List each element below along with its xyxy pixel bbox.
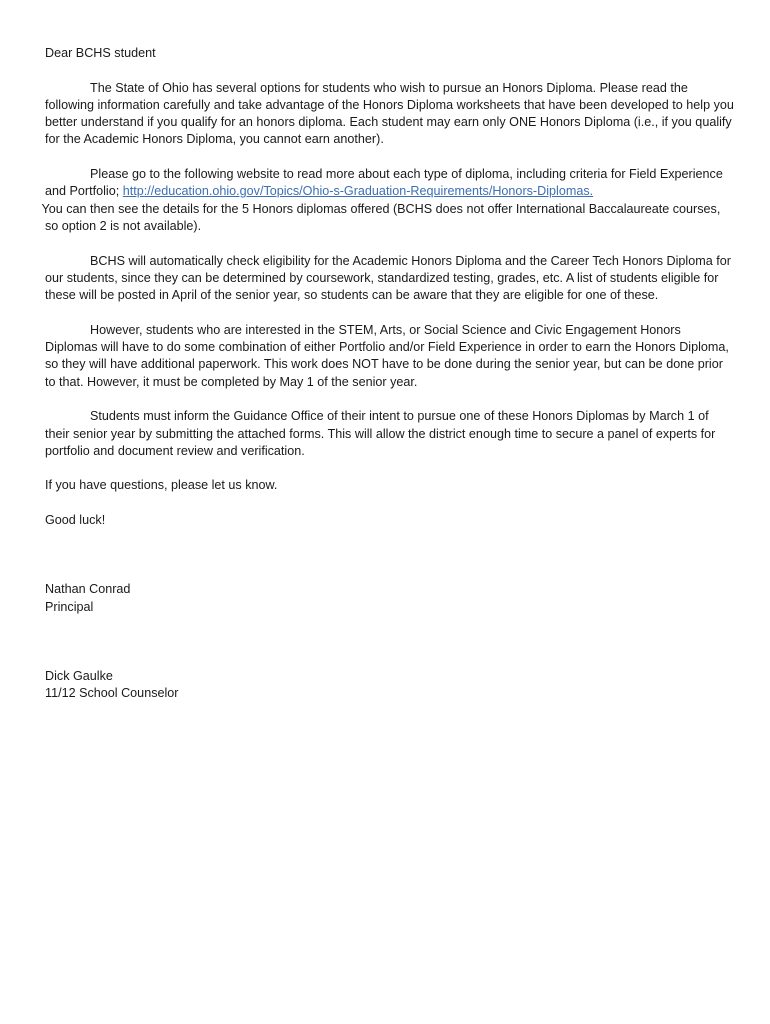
signature-counselor	[45, 668, 735, 703]
paragraph-website-intro: Please go to the following website to read more about each type of diploma, including criteria for Field Experience and Portfolio;	[45, 167, 723, 199]
signature-spacer	[45, 633, 735, 668]
paragraph-deadline: Students must inform the Guidance Office of their intent to pursue one of these Honors Diplomas by March 1 of their senior year by submitting the attached forms. This will allow the district enough time to secure a panel of experts for portfolio and document review and verification.	[45, 409, 716, 458]
questions-line: If you have questions, please let us know.	[45, 478, 278, 493]
paragraph-eligibility: BCHS will automatically check eligibility for the Academic Honors Diploma and the Career Tech Honors Diploma for our students, since they can be determined by coursework, standardized testing, grades, etc. A list of students eligible for these will be posted in April of the senior year, so students can be aware that they are eligible for one of these.	[45, 253, 731, 303]
signature-spacer	[45, 547, 735, 582]
paragraph-website-details: You can then see the details for the 5 Honors diplomas offered (BCHS does not offer International Baccalaureate courses, so option 2 is not available).	[41, 201, 721, 233]
closing-line: Good luck!	[45, 513, 106, 528]
paragraph-stem-arts: However, students who are interested in the STEM, Arts, or Social Science and Civic Engagement Honors Diplomas will have to do some combination of either Portfolio and/or Field Experience in order to earn the Honors Diploma, so they will have additional paperwork. This work does NOT have to be done during the senior year, but can be done prior to that. However, it must be completed by May 1 of the senior year.	[45, 322, 729, 389]
signature-title: Principal	[45, 599, 94, 614]
signature-name: Nathan Conrad	[45, 582, 131, 597]
signature-principal	[45, 581, 735, 616]
honors-diplomas-link[interactable]: http://education.ohio.gov/Topics/Ohio-s-Graduation-Requirements/Honors-Diplomas.	[122, 184, 594, 199]
signature-title: 11/12 School Counselor	[45, 685, 179, 700]
signature-name: Dick Gaulke	[45, 668, 113, 683]
letter-page	[41, 45, 735, 720]
paragraph-options: The State of Ohio has several options for students who wish to pursue an Honors Diploma. Please read the following information carefully and take advantage of the Honors Diploma worksheets that have been developed to help you better understand if you qualify for an honors diploma. Each student may earn only ONE Honors Diploma (i.e., if you qualify for the Academic Honors Diploma, you cannot earn another).	[45, 80, 734, 147]
salutation: Dear BCHS student	[45, 46, 156, 60]
paragraph-website	[41, 166, 735, 235]
